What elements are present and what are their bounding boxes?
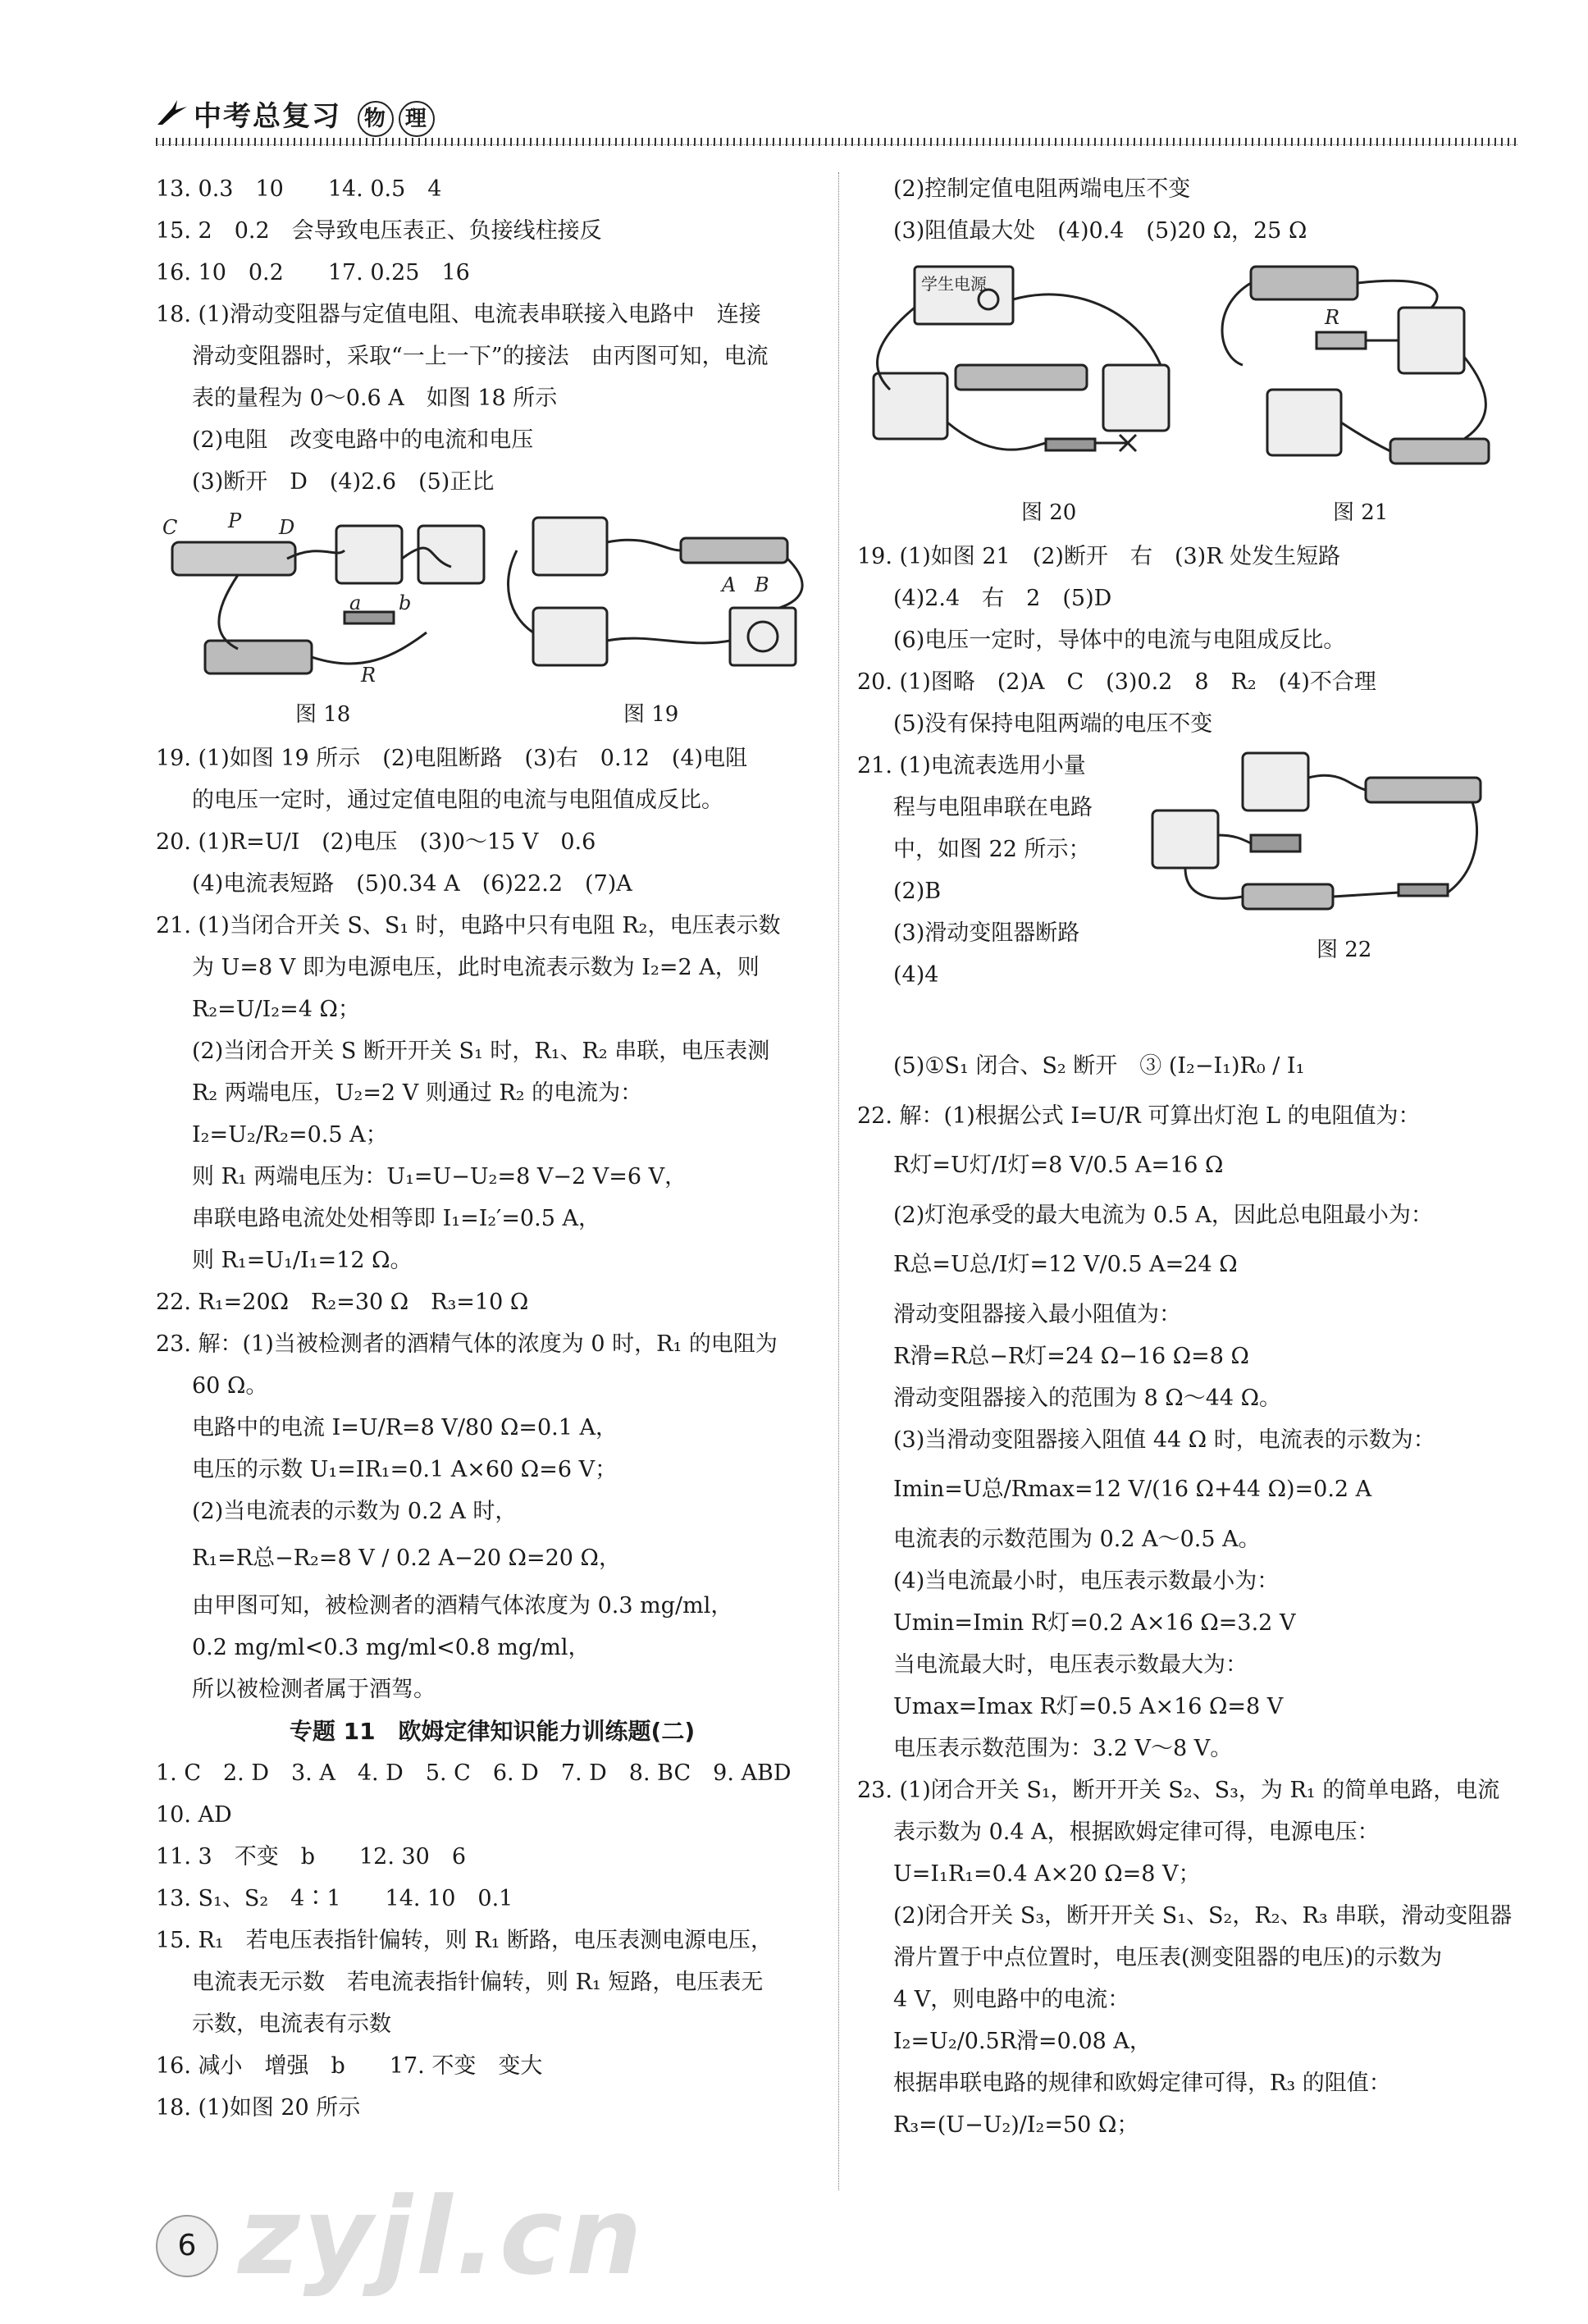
answer-line: 所以被检测者属于酒驾。: [192, 1677, 436, 1702]
answer-line: U=I₁R₁=0.4 A×20 Ω=8 V；: [893, 1861, 1201, 1887]
answer-line: 23. (1)闭合开关 S₁，断开开关 S₂、S₃，为 R₁ 的简单电路，电流: [857, 1778, 1500, 1803]
svg-text:C: C: [162, 516, 178, 539]
answer-line: 中，如图 22 所示；: [893, 837, 1091, 862]
question-21-block: [857, 745, 1522, 1038]
answer-line: 则 R₁=U₁/I₁=12 Ω。: [192, 1248, 413, 1273]
answer-line: I₂=U₂/0.5R滑=0.08 A，: [893, 2029, 1152, 2054]
answer-line: 的电压一定时，通过定值电阻的电流与电阻值成反比。: [192, 788, 723, 813]
answer-line: Imin=U总/Rmax=12 V/(16 Ω+44 Ω)=0.2 A: [893, 1477, 1372, 1502]
answer-line: 20. (1)图略 (2)A C (3)0.2 8 R₂ (4)不合理: [857, 669, 1376, 695]
answer-line: 则 R₁ 两端电压为：U₁=U−U₂=8 V−2 V=6 V，: [192, 1164, 687, 1189]
answer-line: 10. AD: [156, 1802, 232, 1828]
answer-line: (3)阻值最大处 (4)0.4 (5)20 Ω，25 Ω: [893, 218, 1307, 244]
answer-line: 电流表的示数范围为 0.2 A～0.5 A。: [893, 1527, 1261, 1552]
answer-line: 60 Ω。: [192, 1373, 268, 1399]
answer-line: (3)滑动变阻器断路: [893, 920, 1080, 946]
answer-line: Umax=Imax R灯=0.5 A×16 Ω=8 V: [893, 1694, 1284, 1719]
answer-line: 16. 10 0.2 17. 0.25 16: [156, 260, 470, 285]
header-title: 中考总复习 物 理: [194, 94, 435, 137]
answer-line: (4)4: [893, 962, 939, 988]
figure-20-caption: 图 20: [1021, 500, 1077, 525]
svg-text:P: P: [228, 509, 242, 532]
answer-line: (3)断开 D (4)2.6 (5)正比: [192, 469, 495, 495]
answer-line: R总=U总/I灯=12 V/0.5 A=24 Ω: [893, 1252, 1238, 1277]
answer-line: (5)①S₁ 闭合、S₂ 断开 ③ (I₂−I₁)R₀ / I₁: [893, 1053, 1305, 1079]
answer-line: (2)当闭合开关 S 断开开关 S₁ 时，R₁、R₂ 串联，电压表测: [192, 1039, 770, 1064]
answer-line: (5)没有保持电阻两端的电压不变: [893, 711, 1213, 737]
answer-line: 程与电阻串联在电路: [893, 795, 1093, 820]
answer-line: 滑动变阻器时，采取“一上一下”的接法 由丙图可知，电流: [192, 344, 769, 369]
svg-text:b: b: [399, 591, 412, 614]
left-column: [156, 168, 828, 2129]
answer-line: I₂=U₂/R₂=0.5 A；: [192, 1122, 388, 1148]
answer-line: 滑动变阻器接入最小阻值为：: [893, 1302, 1181, 1327]
answer-line: 15. R₁ 若电压表指针偏转，则 R₁ 断路，电压表测电源电压，: [156, 1928, 773, 1953]
answer-line: 11. 3 不变 b 12. 30 6: [156, 1844, 467, 1870]
answer-line: 19. (1)如图 21 (2)断开 右 (3)R 处发生短路: [857, 544, 1341, 569]
answer-line: 20. (1)R=U/I (2)电压 (3)0～15 V 0.6: [156, 829, 596, 855]
answer-line: 16. 减小 增强 b 17. 不变 变大: [156, 2053, 543, 2079]
answer-line: 21. (1)电流表选用小量: [857, 753, 1086, 778]
page-number: 6: [156, 2215, 218, 2277]
answer-line: (4)电流表短路 (5)0.34 A (6)22.2 (7)A: [192, 871, 632, 897]
answer-line: R₁=R总−R₂=8 V / 0.2 A−20 Ω=20 Ω，: [192, 1546, 621, 1571]
answer-line: 23. 解：(1)当被检测者的酒精气体的浓度为 0 时，R₁ 的电阻为: [156, 1331, 778, 1357]
answer-line: Umin=Imin R灯=0.2 A×16 Ω=3.2 V: [893, 1610, 1296, 1636]
answer-line: 电压的示数 U₁=IR₁=0.1 A×60 Ω=6 V；: [192, 1457, 618, 1482]
svg-text:R: R: [1325, 306, 1340, 329]
answer-line: 0.2 mg/ml<0.3 mg/ml<0.8 mg/ml，: [192, 1635, 591, 1660]
answer-line: 示数，电流表有示数: [192, 2011, 391, 2037]
answer-line: (4)当电流最小时，电压表示数最小为：: [893, 1568, 1280, 1594]
answer-line: 21. (1)当闭合开关 S、S₁ 时，电路中只有电阻 R₂，电压表示数: [156, 913, 781, 938]
figures-18-19: [156, 509, 828, 731]
svg-text:B: B: [755, 573, 769, 596]
answer-line: 4 V，则电路中的电流：: [893, 1987, 1130, 2012]
answer-line: 22. R₁=20Ω R₂=30 Ω R₃=10 Ω: [156, 1290, 529, 1315]
answer-line: 电路中的电流 I=U/R=8 V/80 Ω=0.1 A，: [192, 1415, 618, 1441]
answer-line: R₃=(U−U₂)/I₂=50 Ω；: [893, 2112, 1139, 2138]
answer-line: (6)电压一定时，导体中的电流与电阻成反比。: [893, 628, 1346, 653]
page-header: [156, 90, 1517, 148]
answer-line: 当电流最大时，电压表示数最大为：: [893, 1652, 1248, 1678]
right-column: [857, 168, 1522, 2146]
answer-line: 滑动变阻器接入的范围为 8 Ω～44 Ω。: [893, 1386, 1282, 1411]
subject-badge-a: 物: [358, 101, 394, 137]
answer-line: 15. 2 0.2 会导致电压表正、负接线柱接反: [156, 218, 602, 244]
subject-badge-b: 理: [399, 101, 435, 137]
answer-line: 为 U=8 V 即为电源电压，此时电流表示数为 I₂=2 A，则: [192, 955, 760, 980]
answer-line: 电压表示数范围为：3.2 V～8 V。: [893, 1736, 1233, 1761]
power-source-label: 学生电源: [921, 274, 987, 294]
circuit-figure-22: [1136, 745, 1497, 925]
answer-line: 串联电路电流处处相等即 I₁=I₂′=0.5 A，: [192, 1206, 600, 1231]
answer-line: (2)电阻 改变电路中的电流和电压: [192, 427, 534, 453]
svg-text:D: D: [279, 516, 295, 539]
watermark: zyjl.cn: [238, 2174, 646, 2299]
answer-line: 22. 解：(1)根据公式 I=U/R 可算出灯泡 L 的电阻值为：: [857, 1103, 1421, 1129]
answer-line: 18. (1)滑动变阻器与定值电阻、电流表串联接入电路中 连接: [156, 302, 761, 327]
answer-line: (4)2.4 右 2 (5)D: [893, 586, 1112, 611]
answer-line: 18. (1)如图 20 所示: [156, 2095, 361, 2121]
column-divider: [838, 172, 839, 2190]
answer-line: 13. S₁、S₂ 4∶1 14. 10 0.1: [156, 1886, 513, 1911]
bird-logo-icon: [156, 97, 189, 130]
figure-19-caption: 图 19: [623, 702, 679, 727]
figures-20-21: [857, 258, 1522, 529]
answer-line: 表的量程为 0～0.6 A 如图 18 所示: [192, 386, 558, 411]
section-heading: 专题 11 欧姆定律知识能力训练题(二): [289, 1718, 696, 1745]
answer-line: 13. 0.3 10 14. 0.5 4: [156, 176, 442, 202]
answer-line: R₂ 两端电压，U₂=2 V 则通过 R₂ 的电流为：: [192, 1080, 643, 1106]
circuit-figure-18-19: [156, 509, 828, 690]
answer-line: R滑=R总−R灯=24 Ω−16 Ω=8 Ω: [893, 1344, 1249, 1369]
answer-line: (2)当电流表的示数为 0.2 A 时，: [192, 1499, 518, 1524]
answer-line: (2)B: [893, 879, 942, 904]
answer-line: 由甲图可知，被检测者的酒精气体浓度为 0.3 mg/ml，: [192, 1593, 733, 1619]
answer-line: R灯=U灯/I灯=8 V/0.5 A=16 Ω: [893, 1153, 1224, 1178]
answer-line: 表示数为 0.4 A，根据欧姆定律可得，电源电压：: [893, 1819, 1380, 1845]
header-rule: [156, 144, 1517, 145]
answer-line: 滑片置于中点位置时，电压表(测变阻器的电压)的示数为: [893, 1945, 1443, 1970]
answer-line: 根据串联电路的规律和欧姆定律可得，R₃ 的阻值：: [893, 2071, 1391, 2096]
answer-line: (2)闭合开关 S₃，断开开关 S₁、S₂，R₂、R₃ 串联，滑动变阻器: [893, 1903, 1513, 1929]
figure-21-caption: 图 21: [1333, 500, 1389, 525]
figure-22-caption: 图 22: [1316, 938, 1372, 962]
answer-line: (3)当滑动变阻器接入阻值 44 Ω 时，电流表的示数为：: [893, 1427, 1435, 1453]
answer-line: R₂=U/I₂=4 Ω；: [192, 997, 360, 1022]
answer-line: (2)灯泡承受的最大电流为 0.5 A，因此总电阻最小为：: [893, 1203, 1433, 1228]
circuit-figure-20-21: [857, 258, 1513, 488]
answer-line: (2)控制定值电阻两端电压不变: [893, 176, 1191, 202]
answer-line: 19. (1)如图 19 所示 (2)电阻断路 (3)右 0.12 (4)电阻: [156, 746, 748, 771]
figure-18-caption: 图 18: [295, 702, 351, 727]
answer-line: 1. C 2. D 3. A 4. D 5. C 6. D 7. D 8. BC 9. ABD: [156, 1760, 792, 1786]
answer-line: 电流表无示数 若电流表指针偏转，则 R₁ 短路，电压表无: [192, 1970, 764, 1995]
svg-text:R: R: [361, 664, 376, 687]
svg-text:a: a: [349, 591, 362, 614]
svg-text:A: A: [722, 573, 737, 596]
